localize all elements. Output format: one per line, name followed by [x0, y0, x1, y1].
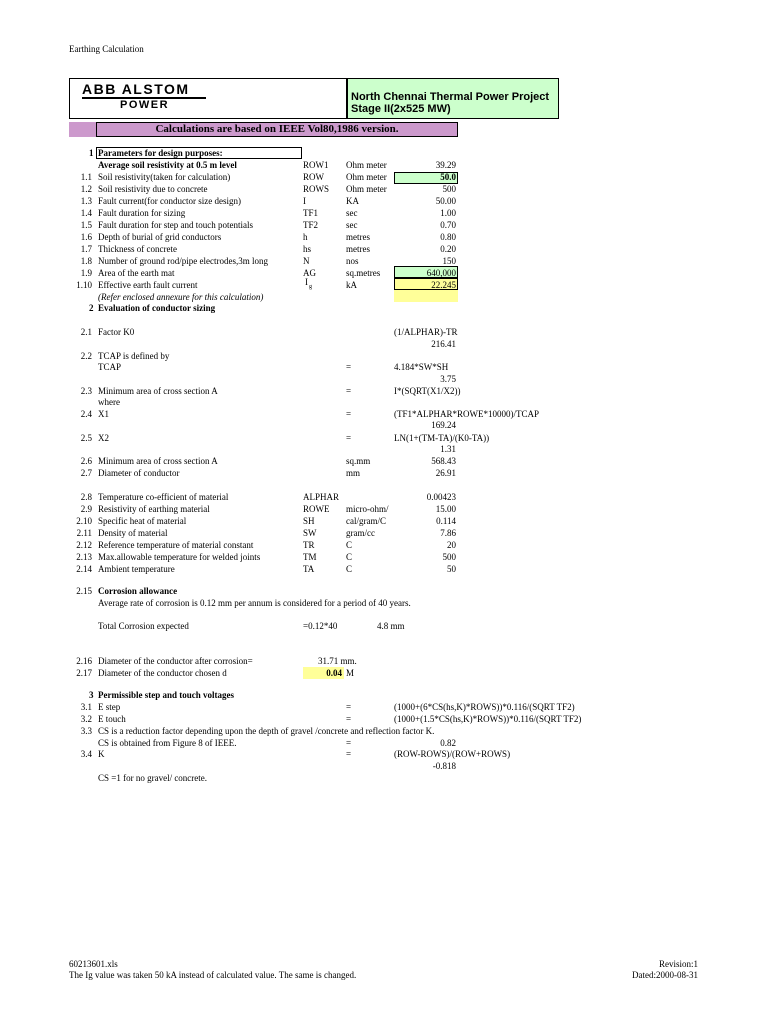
section1-title: Parameters for design purposes: — [98, 148, 223, 158]
cs-label2: CS is obtained from Figure 8 of IEEE. — [98, 738, 237, 748]
prop-2-13-sym: TM — [303, 552, 317, 562]
row-1-5-unit: sec — [346, 220, 358, 230]
row-avg-unit: Ohm meter — [346, 160, 387, 170]
document-header: Earthing Calculation — [69, 44, 144, 54]
highlight-note-row — [394, 290, 458, 302]
row-1-8-sym: N — [303, 256, 310, 266]
area-label2: where — [98, 397, 120, 407]
row-avg-value: 39.29 — [435, 160, 456, 170]
row-1-7-sym: hs — [303, 244, 312, 254]
row-1-6-num: 1.6 — [80, 232, 92, 242]
row-1-4-num: 1.4 — [80, 208, 92, 218]
after-corrosion-value: 31.71 mm. — [318, 656, 357, 666]
area-num: 2.3 — [80, 386, 92, 396]
corrosion-total-value: 4.8 mm — [377, 621, 405, 631]
estep-eq: = — [346, 702, 352, 712]
row-1-6-unit: metres — [346, 232, 370, 242]
project-title-line1: North Chennai Thermal Power Project — [351, 91, 550, 103]
row-1-8-num: 1.8 — [80, 256, 92, 266]
row-1-3-label: Fault current(for conductor size design) — [98, 196, 241, 206]
after-corrosion-num: 2.16 — [76, 656, 92, 666]
row-1-7-value: 0.20 — [440, 244, 456, 254]
row-1-3-unit: KA — [346, 196, 359, 206]
prop-2-14-sym: TA — [303, 564, 315, 574]
section3-number: 3 — [89, 690, 94, 700]
row-1-4-value: 1.00 — [440, 208, 456, 218]
x1-eq: = — [346, 409, 352, 419]
row-1-6-sym: h — [303, 232, 308, 242]
row-1-9-unit: sq.metres — [346, 268, 381, 278]
k0-value: 216.41 — [431, 339, 456, 349]
diam-value: 26.91 — [435, 468, 456, 478]
prop-2-8-sym: ALPHAR — [303, 492, 340, 502]
section3-title: Permissible step and touch voltages — [98, 690, 234, 700]
row-1-1-value: 50.0 — [440, 172, 456, 182]
tcap-label2: TCAP — [98, 362, 122, 372]
minarea-value: 568.43 — [431, 456, 456, 466]
chosen-label: Diameter of the conductor chosen d — [98, 668, 227, 678]
k-num: 3.4 — [80, 749, 92, 759]
row-1-4-label: Fault duration for sizing — [98, 208, 186, 218]
row-1-7-unit: metres — [346, 244, 370, 254]
k-eq: = — [346, 749, 352, 759]
prop-2-9-value: 15.00 — [435, 504, 456, 514]
diam-label: Diameter of conductor — [98, 468, 180, 478]
row-1-2-value: 500 — [442, 184, 456, 194]
cs-value: 0.82 — [440, 738, 456, 748]
row-1-10-sym: I — [305, 277, 308, 287]
prop-2-12-sym: TR — [303, 540, 315, 550]
etouch-label: E touch — [98, 714, 126, 724]
row-1-10-num: 1.10 — [76, 280, 92, 290]
chosen-unit: M — [346, 668, 355, 678]
prop-2-12-num: 2.12 — [76, 540, 92, 550]
footer-dated: Dated:2000-08-31 — [632, 970, 698, 980]
prop-2-14-value: 50 — [447, 564, 456, 574]
section2-number: 2 — [89, 303, 94, 313]
prop-2-11-unit: gram/cc — [346, 528, 375, 538]
row-1-9-sym: AG — [303, 268, 316, 278]
prop-2-12-unit: C — [346, 540, 353, 550]
tcap-eq: = — [346, 362, 352, 372]
row-1-9-value: 640,000 — [426, 268, 456, 278]
prop-2-14-num: 2.14 — [76, 564, 92, 574]
k0-label: Factor K0 — [98, 327, 135, 337]
cs-eq: = — [346, 738, 352, 748]
tcap-label: TCAP is defined by — [98, 351, 170, 361]
annexure-note: (Refer enclosed annexure for this calculation) — [98, 292, 264, 302]
section2-title: Evaluation of conductor sizing — [98, 303, 216, 313]
area-formula: I*(SQRT(X1/X2)) — [394, 386, 461, 396]
x2-formula: LN(1+(TM-TA)/(K0-TA)) — [394, 433, 490, 443]
section1-number: 1 — [89, 148, 94, 158]
project-title-line2: Stage II(2x525 MW) — [351, 103, 451, 115]
prop-2-13-unit: C — [346, 552, 353, 562]
row-avg-label: Average soil resistivity at 0.5 m level — [98, 160, 237, 170]
x2-num: 2.5 — [80, 433, 92, 443]
row-1-1-sym: ROW — [303, 172, 324, 182]
x1-formula: (TF1*ALPHAR*ROWE*10000)/TCAP — [394, 409, 540, 419]
row-1-8-value: 150 — [442, 256, 456, 266]
corrosion-total-label: Total Corrosion expected — [98, 621, 189, 631]
prop-2-10-label: Specific heat of material — [98, 516, 187, 526]
area-eq: = — [346, 386, 352, 396]
prop-2-13-num: 2.13 — [76, 552, 92, 562]
prop-2-9-num: 2.9 — [80, 504, 92, 514]
x2-eq: = — [346, 433, 352, 443]
prop-2-8-label: Temperature co-efficient of material — [98, 492, 229, 502]
row-1-2-label: Soil resistivity due to concrete — [98, 184, 208, 194]
minarea-label: Minimum area of cross section A — [98, 456, 218, 466]
row-1-10-label: Effective earth fault current — [98, 280, 198, 290]
row-1-6-label: Depth of burial of grid conductors — [98, 232, 222, 242]
prop-2-10-unit: cal/gram/C — [346, 516, 386, 526]
footer-filename: 60213601.xls — [69, 959, 118, 969]
row-1-8-label: Number of ground rod/pipe electrodes,3m long — [98, 256, 268, 266]
project-title-box — [347, 78, 559, 119]
row-1-5-sym: TF2 — [303, 220, 319, 230]
k-label: K — [98, 749, 105, 759]
row-1-3-num: 1.3 — [80, 196, 92, 206]
row-1-1-unit: Ohm meter — [346, 172, 387, 182]
estep-formula: (1000+(6*CS(hs,K)*ROWS))*0.116/(SQRT TF2) — [394, 702, 575, 712]
chosen-num: 2.17 — [76, 668, 92, 678]
row-1-5-value: 0.70 — [440, 220, 456, 230]
x2-value: 1.31 — [440, 444, 456, 454]
tcap-value: 3.75 — [440, 374, 456, 384]
etouch-formula: (1000+(1.5*CS(hs,K)*ROWS))*0.116/(SQRT TF2) — [394, 714, 582, 724]
row-1-3-sym: I — [303, 196, 306, 206]
company-logo — [69, 78, 347, 119]
prop-2-9-sym: ROWE — [303, 504, 330, 514]
row-1-1-label: Soil resistivity(taken for calculation) — [98, 172, 231, 182]
x2-label: X2 — [98, 433, 109, 443]
chosen-value: 0.04 — [326, 668, 342, 678]
cs-num: 3.3 — [80, 726, 92, 736]
prop-2-12-label: Reference temperature of material constant — [98, 540, 254, 550]
row-avg-sym: ROW1 — [303, 160, 329, 170]
prop-2-8-value: 0.00423 — [426, 492, 456, 502]
etouch-eq: = — [346, 714, 352, 724]
row-1-3-value: 50.00 — [435, 196, 456, 206]
row-1-5-label: Fault duration for step and touch potentials — [98, 220, 253, 230]
k-formula: (ROW-ROWS)/(ROW+ROWS) — [394, 749, 511, 759]
row-1-7-label: Thickness of concrete — [98, 244, 177, 254]
prop-2-11-num: 2.11 — [76, 528, 92, 538]
k0-formula: (1/ALPHAR)-TR — [394, 327, 458, 337]
cs-label: CS is a reduction factor depending upon the depth of gravel /concrete and reflection factor K. — [98, 726, 435, 736]
row-1-2-sym: ROWS — [303, 184, 330, 194]
etouch-num: 3.2 — [80, 714, 92, 724]
minarea-unit: sq.mm — [346, 456, 371, 466]
calculation-basis-banner: Calculations are based on IEEE Vol80,1986 version. — [96, 122, 458, 137]
row-1-10-value: 22.245 — [431, 280, 456, 290]
prop-2-11-label: Density of material — [98, 528, 168, 538]
estep-num: 3.1 — [80, 702, 92, 712]
minarea-num: 2.6 — [80, 456, 92, 466]
estep-label: E step — [98, 702, 121, 712]
footer-revision: Revision:1 — [658, 959, 698, 969]
row-1-10-unit: kA — [346, 280, 357, 290]
row-1-4-sym: TF1 — [303, 208, 319, 218]
row-1-7-num: 1.7 — [80, 244, 92, 254]
x1-label: X1 — [98, 409, 109, 419]
corrosion-title: Corrosion allowance — [98, 586, 178, 596]
k-value: -0.818 — [432, 761, 456, 771]
prop-2-8-num: 2.8 — [80, 492, 92, 502]
x1-value: 169.24 — [431, 420, 456, 430]
prop-2-13-label: Max.allowable temperature for welded joints — [98, 552, 261, 562]
row-1-9-label: Area of the earth mat — [98, 268, 175, 278]
prop-2-12-value: 20 — [447, 540, 456, 550]
row-1-2-unit: Ohm meter — [346, 184, 387, 194]
logo-line1: ABB ALSTOM — [82, 81, 190, 97]
cs-note: CS =1 for no gravel/ concrete. — [98, 773, 208, 783]
tcap-num: 2.2 — [80, 351, 92, 361]
logo-line2: POWER — [120, 99, 170, 111]
prop-2-10-num: 2.10 — [76, 516, 92, 526]
after-corrosion-label: Diameter of the conductor after corrosion= — [98, 656, 253, 666]
diam-num: 2.7 — [80, 468, 92, 478]
row-1-1-num: 1.1 — [80, 172, 92, 182]
row-1-4-unit: sec — [346, 208, 358, 218]
corrosion-total-formula: =0.12*40 — [303, 621, 338, 631]
corrosion-text: Average rate of corrosion is 0.12 mm per annum is considered for a period of 40 years. — [98, 598, 411, 608]
row-1-2-num: 1.2 — [80, 184, 92, 194]
row-1-5-num: 1.5 — [80, 220, 92, 230]
diam-unit: mm — [346, 468, 361, 478]
footer-note: The Ig value was taken 50 kA instead of calculated value. The same is changed. — [69, 970, 357, 980]
prop-2-14-label: Ambient temperature — [98, 564, 175, 574]
area-label: Minimum area of cross section A — [98, 386, 218, 396]
prop-2-9-unit: micro-ohm/ — [346, 504, 389, 514]
prop-2-10-sym: SH — [303, 516, 315, 526]
prop-2-13-value: 500 — [442, 552, 456, 562]
row-1-8-unit: nos — [346, 256, 359, 266]
prop-2-10-value: 0.114 — [436, 516, 456, 526]
row-1-9-num: 1.9 — [80, 268, 92, 278]
prop-2-11-value: 7.86 — [440, 528, 456, 538]
prop-2-14-unit: C — [346, 564, 353, 574]
tcap-formula: 4.184*SW*SH — [394, 362, 449, 372]
corrosion-num: 2.15 — [76, 586, 92, 596]
k0-num: 2.1 — [80, 327, 92, 337]
row-1-10-sym-sub: g — [309, 284, 312, 290]
row-1-6-value: 0.80 — [440, 232, 456, 242]
prop-2-9-label: Resistivity of earthing material — [98, 504, 210, 514]
prop-2-11-sym: SW — [303, 528, 317, 538]
x1-num: 2.4 — [80, 409, 92, 419]
